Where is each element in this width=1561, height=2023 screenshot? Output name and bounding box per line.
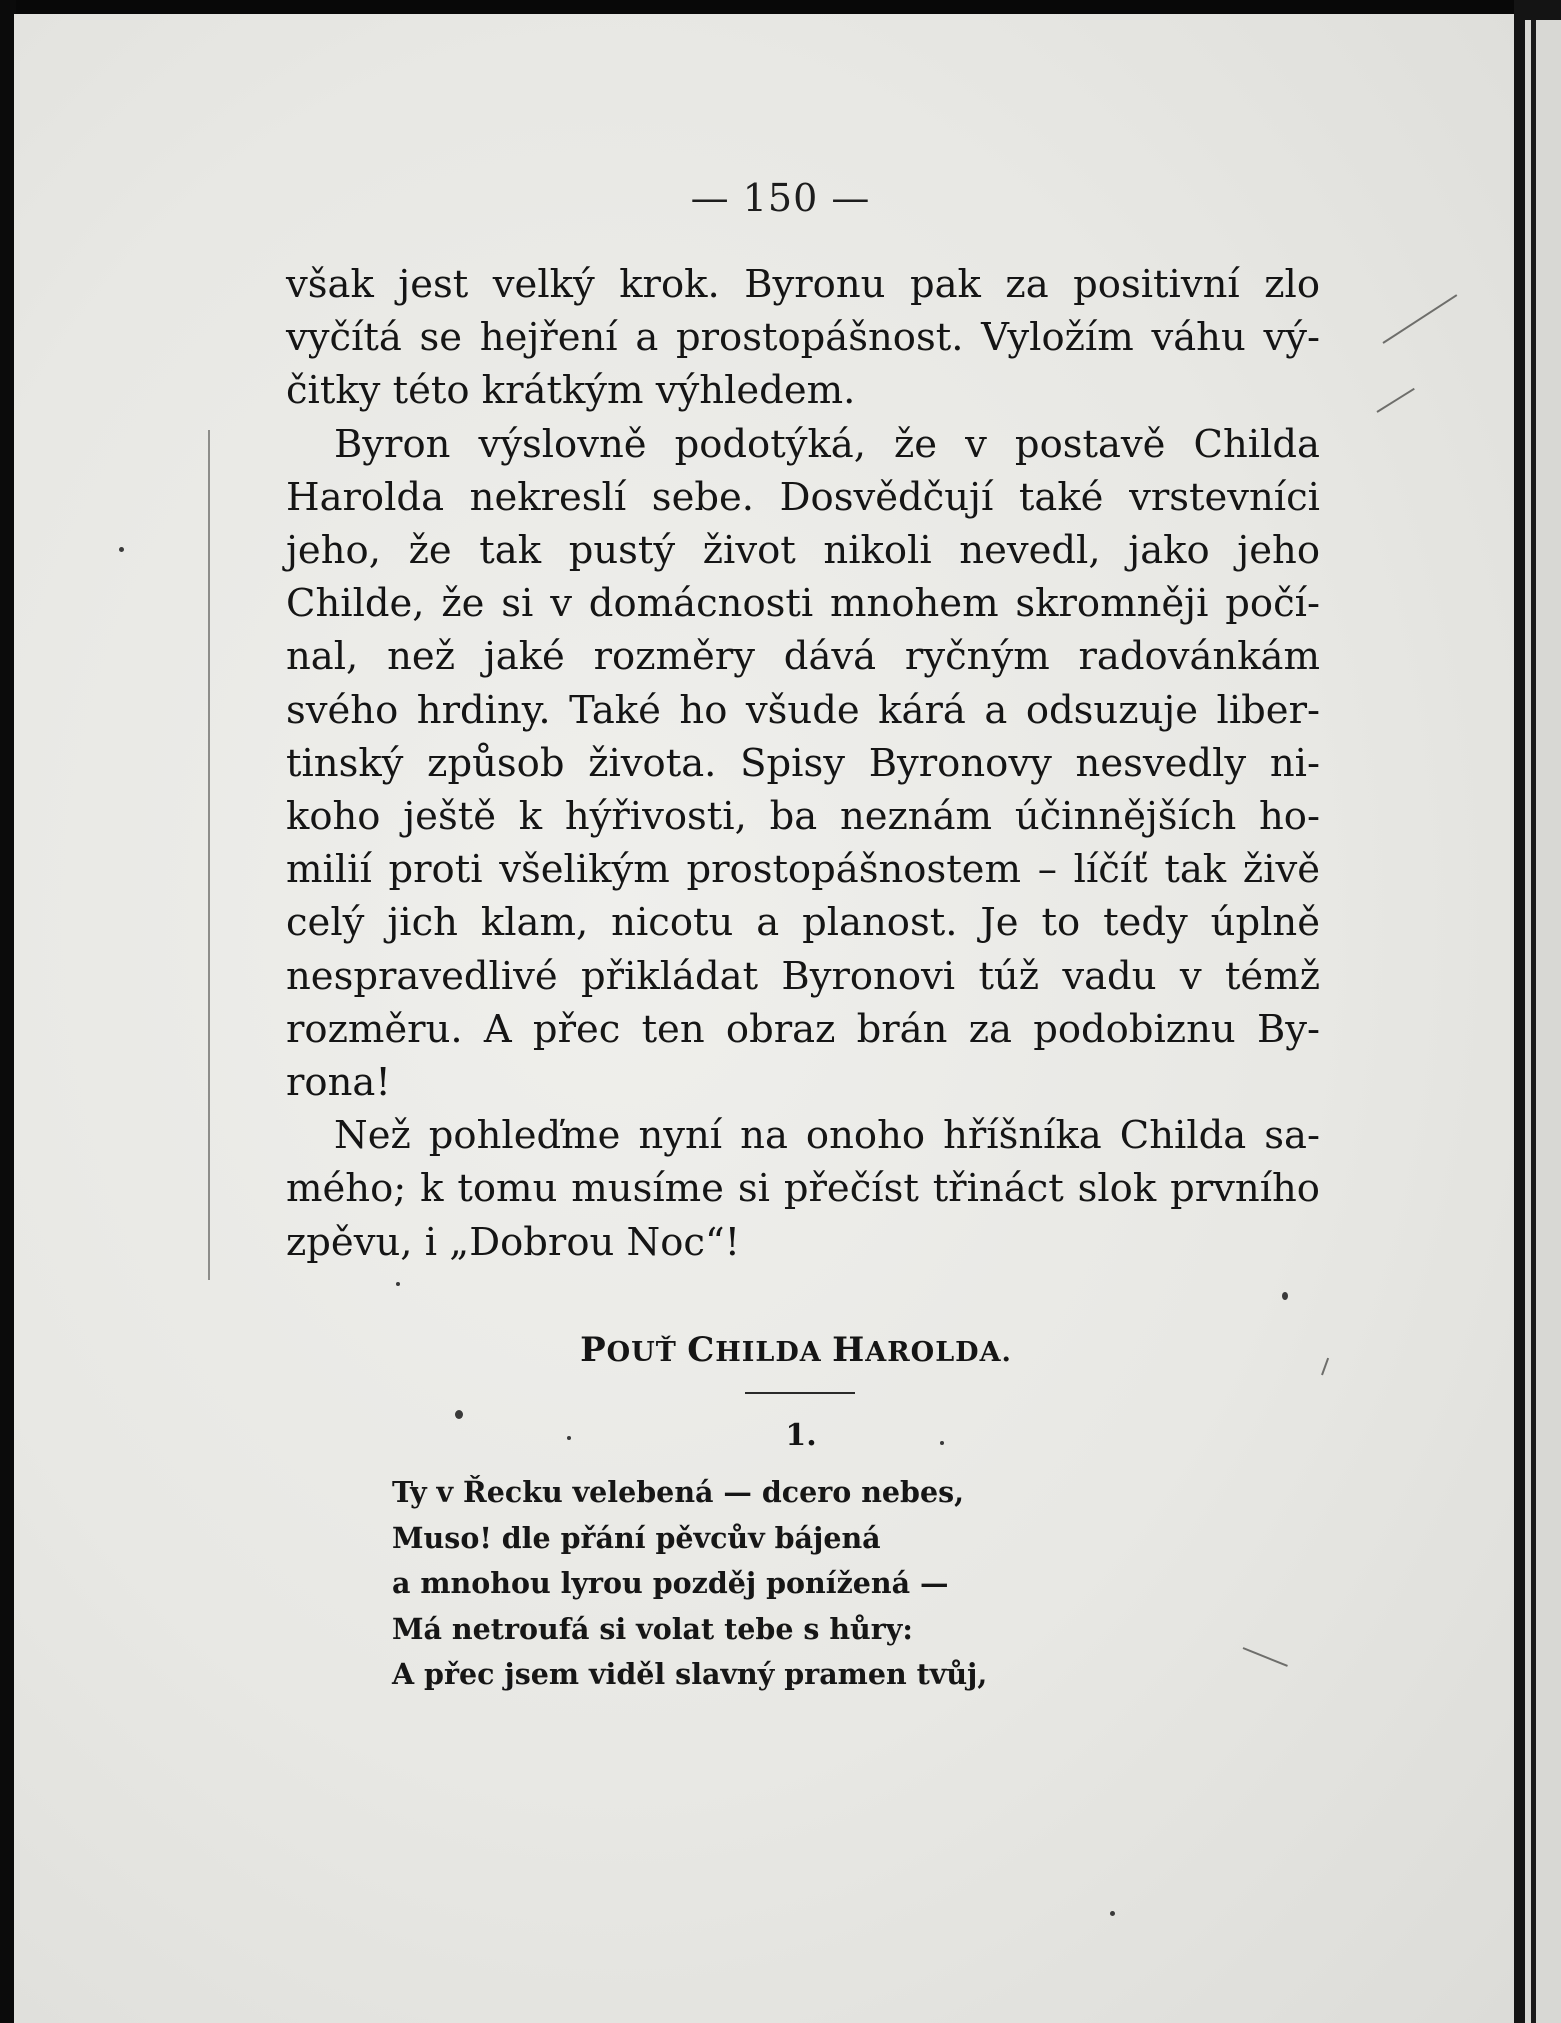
poem-line: a mnohou lyrou pozděj ponížená — [392, 1566, 949, 1601]
scan-speck [567, 1436, 571, 1440]
text-line: svého hrdiny. Také ho všude kárá a odsuzuje liber- [286, 687, 1320, 733]
text-line: mého; k tomu musíme si přečíst třináct slok prvního [286, 1166, 1320, 1212]
text-line: jeho, že tak pustý život nikoli nevedl, jako jeho [286, 528, 1320, 574]
text-line: celý jich klam, nicotu a planost. Je to tedy úplně [286, 900, 1320, 946]
poem-line: Ty v Řecku velebená — dcero nebes, [392, 1475, 965, 1509]
text-line: čitky této krátkým výhledem. [286, 368, 856, 414]
text-line: Než pohleďme nyní na onoho hříšníka Childa sa- [334, 1113, 1320, 1159]
title-part: H [832, 1330, 866, 1370]
poem-line: A přec jsem viděl slavný pramen tvůj, [392, 1657, 988, 1692]
text-line: milií proti všelikým prostopášnostem – líčíť tak živě [286, 847, 1320, 893]
title-part: C [687, 1330, 716, 1370]
title-part: OUŤ [606, 1337, 688, 1368]
text-line: tinský způsob života. Spisy Byronovy nesvedly ni- [286, 740, 1320, 786]
title-part: P [580, 1330, 607, 1370]
text-line: rozměru. A přec ten obraz brán za podobiznu By- [286, 1006, 1320, 1052]
text-line: rona! [286, 1060, 391, 1106]
margin-pencil-line [208, 430, 210, 1280]
page-gutter-line [1531, 20, 1536, 2023]
text-line: vyčítá se hejření a prostopášnost. Vyložím váhu vý- [286, 315, 1320, 361]
stanza-number: 1. [785, 1418, 817, 1453]
poem-line: Muso! dle přání pěvcův bájená [392, 1520, 881, 1555]
title-part: AROLDA. [865, 1337, 1012, 1368]
text-line: však jest velký krok. Byronu pak za positivní zlo [286, 262, 1320, 307]
text-line: nal, než jaké rozměry dává ryčným radovánkám [286, 634, 1320, 680]
text-line: Childe, že si v domácnosti mnohem skromněji počí- [286, 581, 1320, 627]
text-line: zpěvu, i „Dobrou Noc“! [286, 1219, 741, 1265]
body-text [286, 258, 1320, 1269]
scan-speck [396, 1282, 400, 1286]
text-line: Byron výslovně podotýká, že v postavě Childa [334, 421, 1320, 467]
text-line: koho ještě k hýřivosti, ba neznám účinnějších ho- [286, 794, 1320, 840]
text-line: nespravedlivé přikládat Byronovi túž vadu v témž [286, 953, 1320, 999]
page-number: — 150 — [690, 176, 871, 220]
scan-speck [1282, 1292, 1288, 1300]
text-line: Harolda nekreslí sebe. Dosvědčují také vrstevníci [286, 474, 1320, 520]
title-part: HILDA [715, 1337, 833, 1368]
poem-line: Má netroufá si volat tebe s hůry: [392, 1611, 913, 1646]
scan-speck [940, 1441, 944, 1445]
title-rule [745, 1392, 855, 1394]
scan-speck [1110, 1911, 1115, 1916]
scan-speck [455, 1410, 463, 1419]
scan-speck [119, 547, 124, 552]
poem-stanza [392, 1470, 987, 1698]
